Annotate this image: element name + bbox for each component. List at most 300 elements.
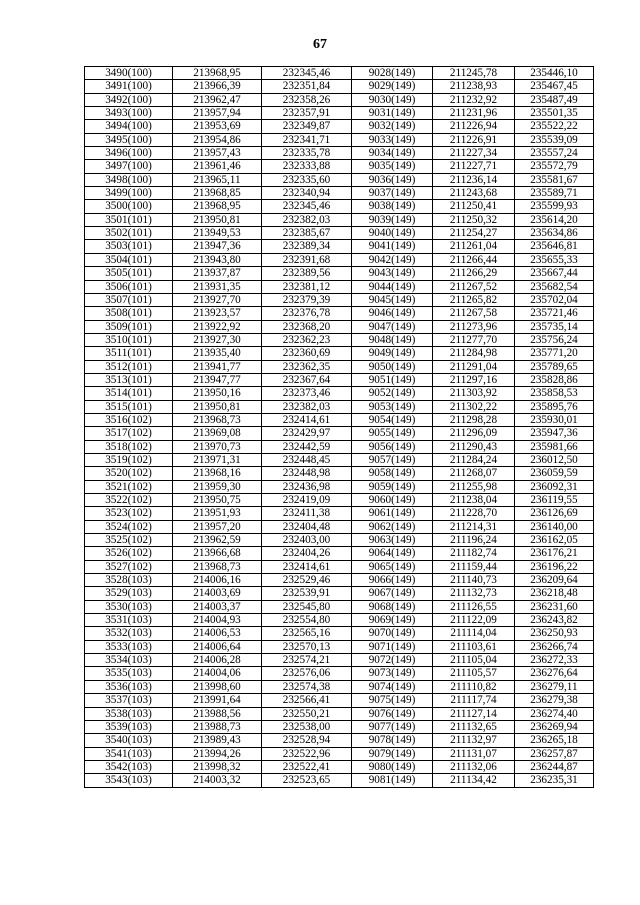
table-row (85, 560, 594, 573)
cell-point-id-left: 3493(100) (85, 107, 173, 120)
cell-y-coordinate-right: 235589,71 (515, 187, 594, 200)
cell-point-id-right: 9057(149) (352, 453, 433, 466)
cell-y-coordinate-right: 235895,76 (515, 400, 594, 413)
cell-y-coordinate-right: 235981,66 (515, 440, 594, 453)
cell-x-coordinate-left: 213931,35 (173, 280, 262, 293)
cell-point-id-right: 9076(149) (352, 707, 433, 720)
cell-x-coordinate-right: 211126,55 (433, 600, 515, 613)
cell-x-coordinate-left: 213966,68 (173, 547, 262, 560)
cell-point-id-left: 3509(101) (85, 320, 173, 333)
cell-x-coordinate-right: 211105,04 (433, 654, 515, 667)
cell-point-id-right: 9070(149) (352, 627, 433, 640)
cell-y-coordinate-right: 235599,93 (515, 200, 594, 213)
table-row (85, 707, 594, 720)
cell-point-id-right: 9066(149) (352, 574, 433, 587)
cell-x-coordinate-left: 213927,30 (173, 333, 262, 346)
cell-x-coordinate-right: 211250,41 (433, 200, 515, 213)
cell-x-coordinate-left: 214006,53 (173, 627, 262, 640)
cell-y-coordinate-right: 236272,33 (515, 654, 594, 667)
table-row (85, 587, 594, 600)
cell-point-id-left: 3512(101) (85, 360, 173, 373)
cell-x-coordinate-left: 213935,40 (173, 347, 262, 360)
table-row (85, 333, 594, 346)
cell-x-coordinate-right: 211228,70 (433, 507, 515, 520)
table-row (85, 413, 594, 426)
cell-point-id-left: 3531(103) (85, 614, 173, 627)
cell-y-coordinate-right: 235828,86 (515, 373, 594, 386)
cell-y-coordinate-right: 235789,65 (515, 360, 594, 373)
cell-x-coordinate-left: 213950,75 (173, 494, 262, 507)
cell-point-id-left: 3523(102) (85, 507, 173, 520)
cell-point-id-right: 9065(149) (352, 560, 433, 573)
cell-y-coordinate-right: 235646,81 (515, 240, 594, 253)
cell-x-coordinate-left: 213968,73 (173, 413, 262, 426)
cell-x-coordinate-left: 213947,77 (173, 373, 262, 386)
cell-x-coordinate-left: 214004,06 (173, 667, 262, 680)
cell-y-coordinate-left: 232550,21 (262, 707, 352, 720)
table-row (85, 267, 594, 280)
cell-y-coordinate-left: 232523,65 (262, 774, 352, 787)
cell-y-coordinate-right: 235539,09 (515, 133, 594, 146)
cell-y-coordinate-right: 235572,79 (515, 160, 594, 173)
cell-point-id-left: 3525(102) (85, 534, 173, 547)
cell-y-coordinate-left: 232345,46 (262, 200, 352, 213)
cell-x-coordinate-right: 211132,65 (433, 720, 515, 733)
table-row (85, 147, 594, 160)
cell-point-id-left: 3540(103) (85, 734, 173, 747)
cell-point-id-right: 9072(149) (352, 654, 433, 667)
cell-point-id-right: 9081(149) (352, 774, 433, 787)
cell-point-id-right: 9051(149) (352, 373, 433, 386)
cell-y-coordinate-right: 236162,05 (515, 534, 594, 547)
cell-x-coordinate-left: 213991,64 (173, 694, 262, 707)
cell-y-coordinate-right: 236274,40 (515, 707, 594, 720)
cell-y-coordinate-left: 232576,06 (262, 667, 352, 680)
cell-x-coordinate-left: 213969,08 (173, 427, 262, 440)
table-row (85, 507, 594, 520)
cell-x-coordinate-right: 211243,68 (433, 187, 515, 200)
cell-point-id-left: 3506(101) (85, 280, 173, 293)
cell-x-coordinate-right: 211103,61 (433, 640, 515, 653)
coordinates-table (84, 66, 594, 788)
cell-point-id-right: 9028(149) (352, 67, 433, 80)
cell-y-coordinate-right: 236218,48 (515, 587, 594, 600)
cell-x-coordinate-left: 213994,26 (173, 747, 262, 760)
cell-y-coordinate-right: 235614,20 (515, 213, 594, 226)
cell-x-coordinate-left: 213998,32 (173, 760, 262, 773)
cell-point-id-left: 3539(103) (85, 720, 173, 733)
cell-point-id-left: 3519(102) (85, 453, 173, 466)
cell-point-id-right: 9054(149) (352, 413, 433, 426)
cell-y-coordinate-left: 232360,69 (262, 347, 352, 360)
cell-x-coordinate-right: 211266,29 (433, 267, 515, 280)
cell-point-id-right: 9080(149) (352, 760, 433, 773)
cell-point-id-right: 9078(149) (352, 734, 433, 747)
cell-x-coordinate-left: 213927,70 (173, 293, 262, 306)
cell-y-coordinate-left: 232382,03 (262, 213, 352, 226)
cell-y-coordinate-left: 232373,46 (262, 387, 352, 400)
table-row (85, 574, 594, 587)
cell-point-id-left: 3534(103) (85, 654, 173, 667)
cell-point-id-right: 9047(149) (352, 320, 433, 333)
cell-y-coordinate-left: 232368,20 (262, 320, 352, 333)
cell-x-coordinate-right: 211290,43 (433, 440, 515, 453)
cell-point-id-right: 9064(149) (352, 547, 433, 560)
cell-y-coordinate-left: 232391,68 (262, 253, 352, 266)
cell-point-id-left: 3533(103) (85, 640, 173, 653)
cell-y-coordinate-left: 232349,87 (262, 120, 352, 133)
cell-y-coordinate-right: 236243,82 (515, 614, 594, 627)
cell-y-coordinate-right: 236244,87 (515, 760, 594, 773)
cell-point-id-right: 9067(149) (352, 587, 433, 600)
cell-y-coordinate-left: 232436,98 (262, 480, 352, 493)
cell-point-id-left: 3527(102) (85, 560, 173, 573)
cell-y-coordinate-left: 232522,41 (262, 760, 352, 773)
cell-y-coordinate-right: 235467,45 (515, 80, 594, 93)
cell-x-coordinate-right: 211132,73 (433, 587, 515, 600)
table-row (85, 640, 594, 653)
cell-point-id-left: 3498(100) (85, 173, 173, 186)
cell-point-id-left: 3504(101) (85, 253, 173, 266)
cell-point-id-left: 3490(100) (85, 67, 173, 80)
cell-y-coordinate-left: 232381,12 (262, 280, 352, 293)
cell-point-id-right: 9056(149) (352, 440, 433, 453)
cell-x-coordinate-left: 213957,43 (173, 147, 262, 160)
table-row (85, 280, 594, 293)
cell-x-coordinate-right: 211105,57 (433, 667, 515, 680)
cell-point-id-left: 3515(101) (85, 400, 173, 413)
cell-x-coordinate-left: 214003,37 (173, 600, 262, 613)
cell-y-coordinate-left: 232367,64 (262, 373, 352, 386)
coordinates-table-body (85, 67, 594, 788)
table-row (85, 307, 594, 320)
cell-y-coordinate-left: 232414,61 (262, 560, 352, 573)
table-row (85, 213, 594, 226)
cell-point-id-right: 9079(149) (352, 747, 433, 760)
cell-x-coordinate-left: 213968,85 (173, 187, 262, 200)
cell-y-coordinate-right: 235446,10 (515, 67, 594, 80)
table-row (85, 200, 594, 213)
table-row (85, 400, 594, 413)
table-row (85, 600, 594, 613)
cell-y-coordinate-left: 232539,91 (262, 587, 352, 600)
cell-point-id-right: 9029(149) (352, 80, 433, 93)
cell-point-id-left: 3513(101) (85, 373, 173, 386)
cell-y-coordinate-left: 232448,45 (262, 453, 352, 466)
cell-point-id-right: 9042(149) (352, 253, 433, 266)
cell-x-coordinate-right: 211231,96 (433, 107, 515, 120)
cell-point-id-right: 9077(149) (352, 720, 433, 733)
cell-point-id-right: 9037(149) (352, 187, 433, 200)
table-row (85, 747, 594, 760)
table-row (85, 173, 594, 186)
cell-x-coordinate-left: 213957,94 (173, 107, 262, 120)
cell-y-coordinate-right: 236250,93 (515, 627, 594, 640)
cell-x-coordinate-right: 211117,74 (433, 694, 515, 707)
cell-point-id-right: 9031(149) (352, 107, 433, 120)
cell-point-id-left: 3501(101) (85, 213, 173, 226)
cell-y-coordinate-right: 235858,53 (515, 387, 594, 400)
cell-point-id-left: 3535(103) (85, 667, 173, 680)
cell-y-coordinate-left: 232414,61 (262, 413, 352, 426)
cell-x-coordinate-left: 213970,73 (173, 440, 262, 453)
cell-x-coordinate-right: 211298,28 (433, 413, 515, 426)
cell-x-coordinate-left: 213950,81 (173, 400, 262, 413)
cell-x-coordinate-left: 214006,16 (173, 574, 262, 587)
cell-x-coordinate-left: 213962,59 (173, 534, 262, 547)
cell-point-id-left: 3524(102) (85, 520, 173, 533)
cell-y-coordinate-right: 235702,04 (515, 293, 594, 306)
cell-y-coordinate-left: 232545,80 (262, 600, 352, 613)
cell-y-coordinate-left: 232419,09 (262, 494, 352, 507)
cell-x-coordinate-right: 211245,78 (433, 67, 515, 80)
cell-point-id-right: 9036(149) (352, 173, 433, 186)
cell-point-id-left: 3529(103) (85, 587, 173, 600)
cell-y-coordinate-right: 236265,18 (515, 734, 594, 747)
cell-x-coordinate-right: 211226,94 (433, 120, 515, 133)
cell-y-coordinate-right: 235930,01 (515, 413, 594, 426)
cell-x-coordinate-left: 213949,53 (173, 227, 262, 240)
cell-x-coordinate-right: 211134,42 (433, 774, 515, 787)
cell-y-coordinate-left: 232340,94 (262, 187, 352, 200)
cell-y-coordinate-right: 236279,11 (515, 680, 594, 693)
cell-x-coordinate-left: 213968,16 (173, 467, 262, 480)
cell-point-id-left: 3543(103) (85, 774, 173, 787)
cell-x-coordinate-left: 213950,16 (173, 387, 262, 400)
cell-x-coordinate-right: 211226,91 (433, 133, 515, 146)
cell-x-coordinate-left: 213950,81 (173, 213, 262, 226)
table-row (85, 534, 594, 547)
cell-x-coordinate-right: 211267,58 (433, 307, 515, 320)
cell-y-coordinate-right: 235682,54 (515, 280, 594, 293)
cell-point-id-right: 9048(149) (352, 333, 433, 346)
table-row (85, 93, 594, 106)
cell-x-coordinate-right: 211273,96 (433, 320, 515, 333)
cell-point-id-left: 3508(101) (85, 307, 173, 320)
cell-y-coordinate-left: 232570,13 (262, 640, 352, 653)
cell-x-coordinate-right: 211214,31 (433, 520, 515, 533)
cell-point-id-right: 9049(149) (352, 347, 433, 360)
cell-point-id-left: 3521(102) (85, 480, 173, 493)
cell-y-coordinate-left: 232574,38 (262, 680, 352, 693)
cell-y-coordinate-left: 232358,26 (262, 93, 352, 106)
cell-point-id-left: 3522(102) (85, 494, 173, 507)
cell-x-coordinate-right: 211268,07 (433, 467, 515, 480)
table-row (85, 360, 594, 373)
cell-x-coordinate-left: 213951,93 (173, 507, 262, 520)
cell-x-coordinate-right: 211303,92 (433, 387, 515, 400)
cell-x-coordinate-left: 214006,64 (173, 640, 262, 653)
cell-y-coordinate-left: 232404,48 (262, 520, 352, 533)
cell-x-coordinate-left: 213943,80 (173, 253, 262, 266)
cell-y-coordinate-left: 232389,56 (262, 267, 352, 280)
table-row (85, 293, 594, 306)
cell-point-id-right: 9053(149) (352, 400, 433, 413)
cell-point-id-left: 3520(102) (85, 467, 173, 480)
cell-y-coordinate-left: 232574,21 (262, 654, 352, 667)
table-row (85, 120, 594, 133)
cell-point-id-left: 3536(103) (85, 680, 173, 693)
cell-point-id-left: 3532(103) (85, 627, 173, 640)
cell-y-coordinate-right: 235487,49 (515, 93, 594, 106)
cell-point-id-left: 3492(100) (85, 93, 173, 106)
table-row (85, 547, 594, 560)
cell-y-coordinate-right: 235581,67 (515, 173, 594, 186)
table-row (85, 720, 594, 733)
cell-point-id-right: 9071(149) (352, 640, 433, 653)
cell-point-id-left: 3538(103) (85, 707, 173, 720)
cell-x-coordinate-left: 213962,47 (173, 93, 262, 106)
cell-point-id-right: 9055(149) (352, 427, 433, 440)
cell-point-id-right: 9069(149) (352, 614, 433, 627)
cell-y-coordinate-left: 232429,97 (262, 427, 352, 440)
table-row (85, 440, 594, 453)
cell-point-id-left: 3507(101) (85, 293, 173, 306)
cell-x-coordinate-left: 214004,93 (173, 614, 262, 627)
cell-y-coordinate-right: 235771,20 (515, 347, 594, 360)
cell-y-coordinate-left: 232448,98 (262, 467, 352, 480)
cell-x-coordinate-right: 211182,74 (433, 547, 515, 560)
cell-y-coordinate-left: 232385,67 (262, 227, 352, 240)
cell-point-id-right: 9058(149) (352, 467, 433, 480)
cell-x-coordinate-right: 211254,27 (433, 227, 515, 240)
table-row (85, 614, 594, 627)
cell-y-coordinate-left: 232335,60 (262, 173, 352, 186)
cell-y-coordinate-left: 232376,78 (262, 307, 352, 320)
cell-point-id-right: 9068(149) (352, 600, 433, 613)
cell-point-id-left: 3494(100) (85, 120, 173, 133)
cell-point-id-right: 9043(149) (352, 267, 433, 280)
table-row (85, 373, 594, 386)
cell-point-id-right: 9063(149) (352, 534, 433, 547)
cell-y-coordinate-left: 232566,41 (262, 694, 352, 707)
table-row (85, 453, 594, 466)
table-row (85, 654, 594, 667)
cell-point-id-left: 3516(102) (85, 413, 173, 426)
cell-x-coordinate-left: 214006,28 (173, 654, 262, 667)
cell-point-id-right: 9059(149) (352, 480, 433, 493)
table-row (85, 467, 594, 480)
table-row (85, 227, 594, 240)
cell-y-coordinate-right: 236176,21 (515, 547, 594, 560)
cell-point-id-left: 3491(100) (85, 80, 173, 93)
cell-point-id-right: 9073(149) (352, 667, 433, 680)
cell-point-id-left: 3497(100) (85, 160, 173, 173)
cell-point-id-right: 9039(149) (352, 213, 433, 226)
cell-x-coordinate-right: 211266,44 (433, 253, 515, 266)
cell-point-id-left: 3526(102) (85, 547, 173, 560)
cell-x-coordinate-right: 211140,73 (433, 574, 515, 587)
cell-x-coordinate-left: 213923,57 (173, 307, 262, 320)
cell-y-coordinate-left: 232528,94 (262, 734, 352, 747)
cell-y-coordinate-right: 236196,22 (515, 560, 594, 573)
cell-x-coordinate-right: 211114,04 (433, 627, 515, 640)
cell-point-id-right: 9030(149) (352, 93, 433, 106)
cell-x-coordinate-left: 213961,46 (173, 160, 262, 173)
cell-y-coordinate-left: 232403,00 (262, 534, 352, 547)
cell-x-coordinate-right: 211297,16 (433, 373, 515, 386)
cell-y-coordinate-left: 232333,88 (262, 160, 352, 173)
cell-y-coordinate-left: 232362,35 (262, 360, 352, 373)
cell-x-coordinate-left: 213947,36 (173, 240, 262, 253)
cell-x-coordinate-right: 211255,98 (433, 480, 515, 493)
cell-x-coordinate-right: 211284,98 (433, 347, 515, 360)
cell-y-coordinate-left: 232341,71 (262, 133, 352, 146)
cell-y-coordinate-left: 232404,26 (262, 547, 352, 560)
cell-y-coordinate-left: 232345,46 (262, 67, 352, 80)
cell-x-coordinate-right: 211277,70 (433, 333, 515, 346)
cell-point-id-left: 3503(101) (85, 240, 173, 253)
cell-x-coordinate-left: 213988,56 (173, 707, 262, 720)
cell-y-coordinate-right: 235756,24 (515, 333, 594, 346)
cell-point-id-left: 3514(101) (85, 387, 173, 400)
cell-x-coordinate-left: 213965,11 (173, 173, 262, 186)
cell-point-id-left: 3541(103) (85, 747, 173, 760)
cell-x-coordinate-right: 211227,34 (433, 147, 515, 160)
cell-point-id-right: 9032(149) (352, 120, 433, 133)
cell-point-id-left: 3499(100) (85, 187, 173, 200)
cell-y-coordinate-left: 232529,46 (262, 574, 352, 587)
cell-point-id-right: 9074(149) (352, 680, 433, 693)
table-row (85, 627, 594, 640)
cell-y-coordinate-right: 236231,60 (515, 600, 594, 613)
cell-x-coordinate-left: 213971,31 (173, 453, 262, 466)
cell-y-coordinate-right: 235522,22 (515, 120, 594, 133)
table-row (85, 494, 594, 507)
cell-point-id-right: 9062(149) (352, 520, 433, 533)
cell-y-coordinate-left: 232362,23 (262, 333, 352, 346)
cell-y-coordinate-left: 232522,96 (262, 747, 352, 760)
table-row (85, 480, 594, 493)
cell-point-id-right: 9052(149) (352, 387, 433, 400)
cell-x-coordinate-left: 213998,60 (173, 680, 262, 693)
table-row (85, 133, 594, 146)
cell-y-coordinate-right: 236257,87 (515, 747, 594, 760)
cell-x-coordinate-right: 211291,04 (433, 360, 515, 373)
cell-point-id-right: 9050(149) (352, 360, 433, 373)
table-row (85, 734, 594, 747)
cell-point-id-left: 3530(103) (85, 600, 173, 613)
cell-y-coordinate-right: 236209,64 (515, 574, 594, 587)
cell-y-coordinate-right: 236092,31 (515, 480, 594, 493)
cell-y-coordinate-left: 232538,00 (262, 720, 352, 733)
cell-y-coordinate-right: 235655,33 (515, 253, 594, 266)
cell-y-coordinate-left: 232351,84 (262, 80, 352, 93)
cell-point-id-left: 3511(101) (85, 347, 173, 360)
cell-point-id-left: 3517(102) (85, 427, 173, 440)
cell-x-coordinate-right: 211227,71 (433, 160, 515, 173)
cell-x-coordinate-left: 213968,73 (173, 560, 262, 573)
table-row (85, 387, 594, 400)
cell-x-coordinate-right: 211284,24 (433, 453, 515, 466)
cell-x-coordinate-right: 211261,04 (433, 240, 515, 253)
cell-y-coordinate-right: 235501,35 (515, 107, 594, 120)
cell-y-coordinate-left: 232389,34 (262, 240, 352, 253)
table-row (85, 347, 594, 360)
cell-x-coordinate-left: 213954,86 (173, 133, 262, 146)
cell-point-id-left: 3528(103) (85, 574, 173, 587)
cell-x-coordinate-right: 211267,52 (433, 280, 515, 293)
cell-x-coordinate-right: 211131,07 (433, 747, 515, 760)
cell-x-coordinate-left: 213941,77 (173, 360, 262, 373)
cell-x-coordinate-right: 211122,09 (433, 614, 515, 627)
cell-y-coordinate-left: 232442,59 (262, 440, 352, 453)
cell-point-id-right: 9041(149) (352, 240, 433, 253)
table-row (85, 107, 594, 120)
cell-y-coordinate-left: 232382,03 (262, 400, 352, 413)
cell-point-id-right: 9061(149) (352, 507, 433, 520)
page-number: 67 (313, 37, 327, 52)
